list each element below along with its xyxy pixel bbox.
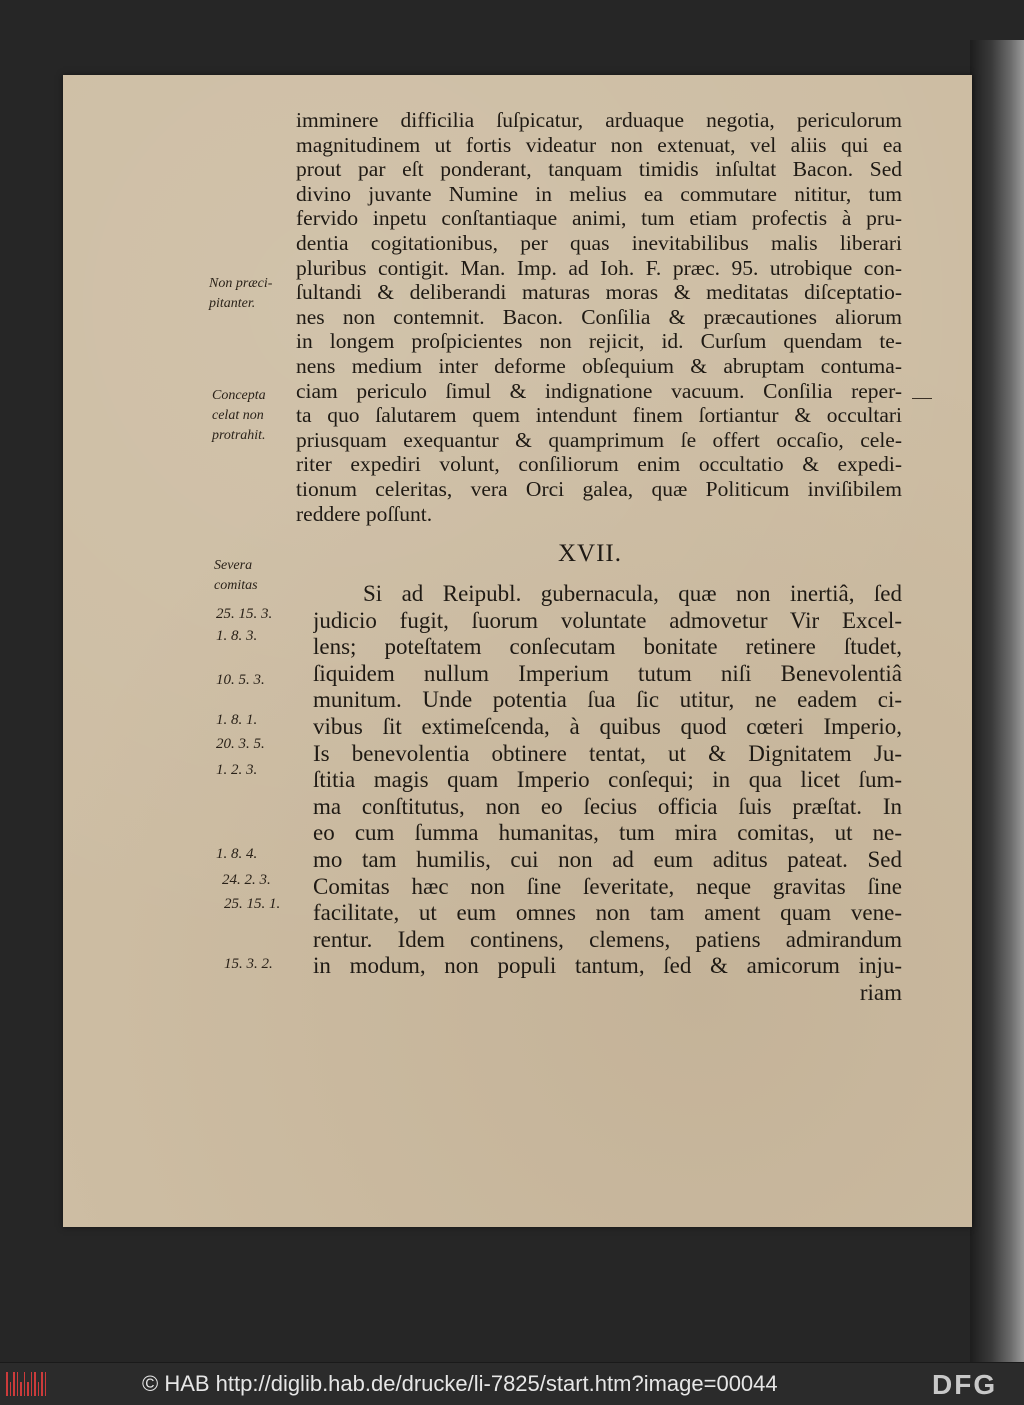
margin-note-line: comitas [214, 578, 258, 593]
margin-note-line: celat non [212, 408, 264, 423]
margin-reference: 24. 2. 3. [222, 872, 271, 888]
text-line: vibus ſit extimeſcenda, à quibus quod cœteri Imperio, [313, 713, 902, 739]
text-line: priusquam exequantur & quamprimum ſe offert occaſio, cele- [296, 427, 902, 452]
margin-note-concepta [212, 386, 266, 446]
margin-reference: 1. 8. 3. [216, 628, 258, 644]
text-line: magnitudinem ut fortis videatur non extenuat, vel aliis qui ea [296, 132, 902, 157]
text-line: ciam periculo ſimul & indignatione vacuum. Conſilia reper- [296, 378, 902, 403]
footer-copyright-url[interactable]: © HAB http://diglib.hab.de/drucke/li-7825/start.htm?image=00044 [142, 1371, 778, 1396]
text-line: Comitas hæc non ſine ſeveritate, neque gravitas ſine [313, 873, 902, 899]
margin-note-non-praecipitanter [209, 274, 272, 314]
text-line: ta quo ſalutarem quem intendunt finem ſortiantur & occultari [296, 403, 902, 428]
text-line: tionum celeritas, vera Orci galea, quæ Politicum inviſibilem [296, 476, 902, 501]
margin-reference: 25. 15. 3. [216, 606, 273, 622]
text-line: mo tam humilis, cui non ad eum aditus pateat. Sed [313, 846, 902, 872]
text-line: nens medium inter deforme obſequium & abruptam contuma- [296, 353, 902, 378]
margin-reference: 1. 8. 4. [216, 846, 258, 862]
text-line: in modum, non populi tantum, ſed & amicorum inju- [313, 953, 902, 979]
text-line: ſiquidem nullum Imperium tutum niſi Benevolentiâ [313, 660, 902, 686]
text-line: rentur. Idem continens, clemens, patiens admirandum [313, 926, 902, 952]
catchword: riam [859, 979, 902, 1005]
margin-reference: 1. 8. 1. [216, 712, 258, 728]
main-text-block [296, 108, 902, 526]
text-line: nes non contemnit. Bacon. Conſilia & præcautiones aliorum [296, 304, 902, 329]
margin-reference: 20. 3. 5. [216, 736, 265, 752]
section-heading: XVII. [558, 540, 623, 567]
text-line: ſtitia magis quam Imperio conſequi; in qua licet ſum- [313, 767, 902, 793]
margin-note-line: protrahit. [212, 428, 266, 443]
text-line: facilitate, ut eum omnes non tam ament quam vene- [313, 900, 902, 926]
text-line: ma conſtitutus, non eo ſecius officia ſuis præſtat. In [313, 793, 902, 819]
margin-reference: 1. 2. 3. [216, 762, 258, 778]
margin-note-line: Concepta [212, 388, 266, 403]
text-line: divino juvante Numine in melius ea commutare nititur, tum [296, 181, 902, 206]
text-line: riter expediri volunt, conſiliorum enim occultatio & expedi- [296, 452, 902, 477]
text-line: Is benevolentia obtinere tentat, ut & Dignitatem Ju- [313, 740, 902, 766]
text-line-last: reddere poſſunt. [296, 501, 433, 526]
section-text-block [313, 581, 902, 1007]
text-line: Si ad Reipubl. gubernacula, quæ non inertiâ, ſed [363, 581, 902, 606]
viewer-footer [0, 1362, 1024, 1405]
text-line: munitum. Unde potentia ſua ſic utitur, ne eadem ci- [313, 687, 902, 713]
text-line: eo cum ſumma humanitas, tum mira comitas, ut ne- [313, 820, 902, 846]
text-line: judicio fugit, ſuorum voluntate admovetur Vir Excel- [313, 607, 902, 633]
text-line: fervido inpetu conſtantiaque animi, tum etiam profectis à pru- [296, 206, 902, 231]
margin-note-line: Non præci- [209, 276, 273, 291]
text-line: dentia cogitationibus, per quas inevitabilibus malis liberari [296, 230, 902, 255]
text-line: pluribus contigit. Man. Imp. ad Ioh. F. præc. 95. utrobique con- [296, 255, 902, 280]
text-line: prout par eſt ponderant, tanquam timidis inſultat Bacon. Sed [296, 157, 902, 182]
text-line: ſultandi & deliberandi maturas moras & meditatas diſceptatio- [296, 280, 902, 305]
margin-note-severa [214, 556, 258, 596]
dfg-logo: DFG [932, 1369, 998, 1400]
margin-note-line: Severa [214, 558, 253, 573]
margin-dash [912, 398, 932, 399]
margin-reference: 15. 3. 2. [224, 956, 273, 972]
hab-barcode-logo-icon [6, 1372, 46, 1396]
adjacent-page-edge [970, 40, 1024, 1362]
text-line: lens; poteſtatem conſecutam bonitate retinere ſtudet, [313, 634, 902, 660]
margin-reference: 25. 15. 1. [224, 896, 281, 912]
margin-note-line: pitanter. [209, 296, 256, 311]
text-line: in longem proſpicientes non rejicit, id. Curſum quendam te- [296, 329, 902, 354]
text-line: imminere difficilia ſuſpicatur, arduaque negotia, periculorum [296, 108, 902, 132]
margin-reference: 10. 5. 3. [216, 672, 265, 688]
